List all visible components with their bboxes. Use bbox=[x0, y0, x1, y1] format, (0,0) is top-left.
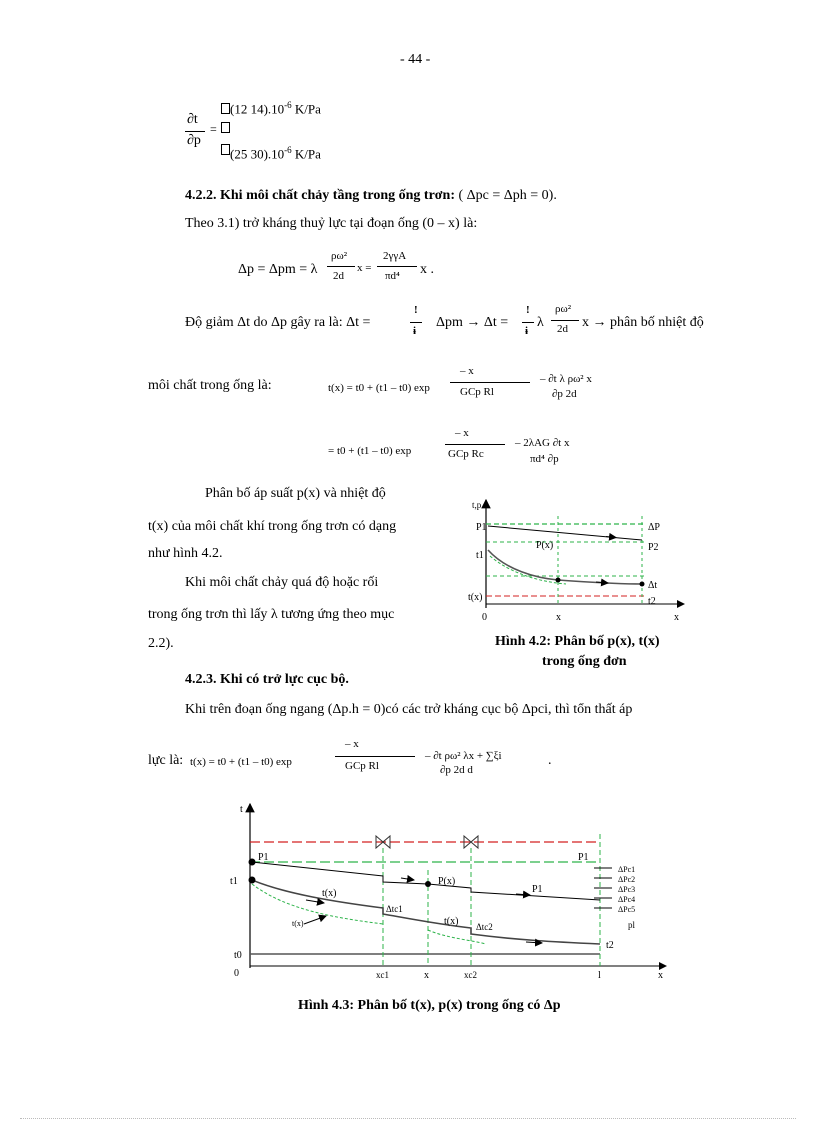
section-422-heading: 4.2.2. Khi môi chất chảy tầng trong ống trơn: ( Δpc = Δph = 0). bbox=[185, 188, 557, 203]
figure-4-2-caption-1: Hình 4.2: Phân bố p(x), t(x) bbox=[495, 634, 660, 649]
fig42-x-axis: x bbox=[674, 612, 679, 622]
fig43-tx-upper: t(x) bbox=[322, 888, 337, 899]
line2-text: Độ giảm Δt do Δp gây ra là: Δt = bbox=[185, 315, 371, 330]
eq1-frac1-num: ρω² bbox=[331, 250, 348, 262]
fig43-t0: t0 bbox=[234, 950, 242, 961]
eq-partial-lhs-bottom: ∂p bbox=[187, 133, 201, 148]
section-423-heading: 4.2.3. Khi có trở lực cục bộ. bbox=[185, 672, 349, 687]
eq3-rest: – ∂t λ ρω² x bbox=[540, 373, 592, 385]
section-423-eq-frac-num: – x bbox=[345, 738, 359, 750]
eq1-end: x . bbox=[420, 262, 434, 277]
fig43-x-axis: x bbox=[658, 970, 663, 981]
eq3-frac-num: – x bbox=[460, 365, 474, 377]
fig42-t2: t2 bbox=[648, 596, 656, 607]
eq3-lhs: t(x) = t0 + (t1 – t0) exp bbox=[328, 382, 430, 394]
eq3-frac-den: GCp Rl bbox=[460, 386, 494, 398]
section-423-line2: lực là: bbox=[148, 753, 184, 768]
fig43-pl: pl bbox=[628, 920, 636, 930]
fig43-p1-mid: P1 bbox=[532, 884, 543, 895]
page-number: - 44 - bbox=[400, 52, 431, 67]
fig43-dtc2: Δtc2 bbox=[476, 922, 493, 932]
fig42-tx: t(x) bbox=[468, 592, 483, 603]
para-line: 2.2). bbox=[148, 636, 174, 651]
fig43-dtc1: Δtc1 bbox=[386, 904, 403, 914]
page-bottom-rule bbox=[20, 1118, 796, 1119]
fig43-dpc3: ΔPc3 bbox=[618, 885, 636, 894]
eq4-rest-den: πd⁴ ∂p bbox=[530, 453, 559, 465]
fig43-dpc5: ΔPc5 bbox=[618, 905, 636, 914]
fig43-l-mark: l bbox=[598, 970, 601, 981]
fig43-axis-t: t bbox=[240, 804, 243, 815]
fig42-x-tick: x bbox=[556, 612, 561, 622]
fig42-t1: t1 bbox=[476, 550, 484, 561]
px-curve bbox=[488, 526, 642, 540]
fig43-xc2: xc2 bbox=[464, 970, 477, 980]
line2-frac-mark: ! bbox=[414, 304, 418, 316]
eq4-lhs: = t0 + (t1 – t0) exp bbox=[328, 445, 412, 457]
line2-frac-mark: ɨ bbox=[413, 325, 417, 337]
brace-box bbox=[221, 122, 230, 133]
fig43-px: P(x) bbox=[438, 876, 456, 887]
fig42-p2: P2 bbox=[648, 542, 659, 553]
para-line: trong ống trơn thì lấy λ tương ứng theo mục bbox=[148, 607, 395, 622]
line3-text: môi chất trong ống là: bbox=[148, 378, 272, 393]
eq-partial-equals: = bbox=[210, 122, 217, 136]
section-423-eq-end: . bbox=[548, 753, 552, 768]
fig43-zero: 0 bbox=[234, 968, 239, 979]
fig43-xc1: xc1 bbox=[376, 970, 389, 980]
line2-frac-num: ρω² bbox=[555, 303, 572, 315]
line2-frac-mark: ɨ bbox=[525, 325, 529, 337]
fig43-p1-left: P1 bbox=[258, 852, 269, 863]
fig43-p1-right: P1 bbox=[578, 852, 589, 863]
brace-box bbox=[221, 103, 230, 114]
fig43-t1: t1 bbox=[230, 876, 238, 887]
fig42-zero: 0 bbox=[482, 612, 487, 622]
line2-frac-den: 2d bbox=[557, 323, 568, 335]
figure-4-3-caption: Hình 4.3: Phân bố t(x), p(x) trong ống có Δp bbox=[298, 998, 561, 1013]
tx-curve bbox=[488, 550, 642, 584]
para-line: như hình 4.2. bbox=[148, 546, 223, 561]
eq1-lhs: Δp = Δpm = λ bbox=[238, 262, 318, 277]
eq4-rest: – 2λAG ∂t x bbox=[515, 437, 570, 449]
eq-partial-lhs-top: ∂t bbox=[187, 112, 198, 127]
section-423-line1: Khi trên đoạn ống ngang (Δp.h = 0)có các trở kháng cục bộ Δpci, thì tổn thất áp bbox=[185, 702, 633, 717]
fig42-dt: Δt bbox=[648, 580, 658, 591]
fig42-p1: P1 bbox=[476, 522, 487, 533]
tx-curve bbox=[252, 880, 600, 944]
eq3-rest-den: ∂p 2d bbox=[552, 388, 577, 400]
para-line: Phân bố áp suất p(x) và nhiệt độ bbox=[205, 486, 386, 501]
eq4-frac-den: GCp Rc bbox=[448, 448, 484, 460]
line2-end: x → phân bố nhiệt độ bbox=[582, 315, 704, 330]
fig43-dpc2: ΔPc2 bbox=[618, 875, 636, 884]
eq1-frac1-den: 2d bbox=[333, 270, 344, 282]
fig42-dp: ΔP bbox=[648, 522, 660, 533]
figure-4-2-caption-2: trong ống đơn bbox=[542, 654, 627, 669]
line2-lambda: λ bbox=[537, 315, 544, 330]
eq1-mid: x = bbox=[357, 262, 372, 274]
section-423-eq-lhs: t(x) = t0 + (t1 – t0) exp bbox=[190, 756, 292, 768]
section-423-eq-rest-den: ∂p 2d d bbox=[440, 764, 473, 776]
section-423-eq-rest: – ∂t ρω² λx + ∑ξi bbox=[425, 750, 502, 762]
line2-frac-mark: ! bbox=[526, 304, 530, 316]
eq-partial-case1: (12 $14).10^{-6}$ K/Pa bbox=[230, 100, 321, 117]
fig43-t2: t2 bbox=[606, 940, 614, 951]
brace-box bbox=[221, 144, 230, 155]
figure-4-2 bbox=[466, 496, 696, 622]
fig43-tx-lower: t(x) bbox=[444, 916, 459, 927]
fig43-tx-arrow: t(x) bbox=[292, 919, 304, 928]
fig43-dpc1: ΔPc1 bbox=[618, 865, 636, 874]
para-line: Khi môi chất chảy quá độ hoặc rối bbox=[185, 575, 379, 590]
eq1-frac2-den: πd⁴ bbox=[385, 270, 400, 282]
para-line: t(x) của môi chất khí trong ống trơn có dạng bbox=[148, 519, 397, 534]
fig42-px: P(x) bbox=[536, 540, 554, 551]
section-423-eq-frac-den: GCp Rl bbox=[345, 760, 379, 772]
fig43-x-mid: x bbox=[424, 970, 429, 981]
fig42-axis-top: t,p bbox=[472, 500, 482, 510]
line2-mid: Δpm → Δt = bbox=[436, 315, 509, 330]
eq-partial-case2: (25 $30).10^{-6}$ K/Pa bbox=[230, 145, 321, 162]
eq1-frac2-num: 2γγA bbox=[383, 250, 407, 262]
eq4-frac-num: – x bbox=[455, 427, 469, 439]
fig43-dpc4: ΔPc4 bbox=[618, 895, 636, 904]
section-422-intro: Theo 3.1) trở kháng thuỷ lực tại đoạn ống (0 – x) là: bbox=[185, 216, 478, 231]
figure-4-3 bbox=[226, 800, 676, 985]
